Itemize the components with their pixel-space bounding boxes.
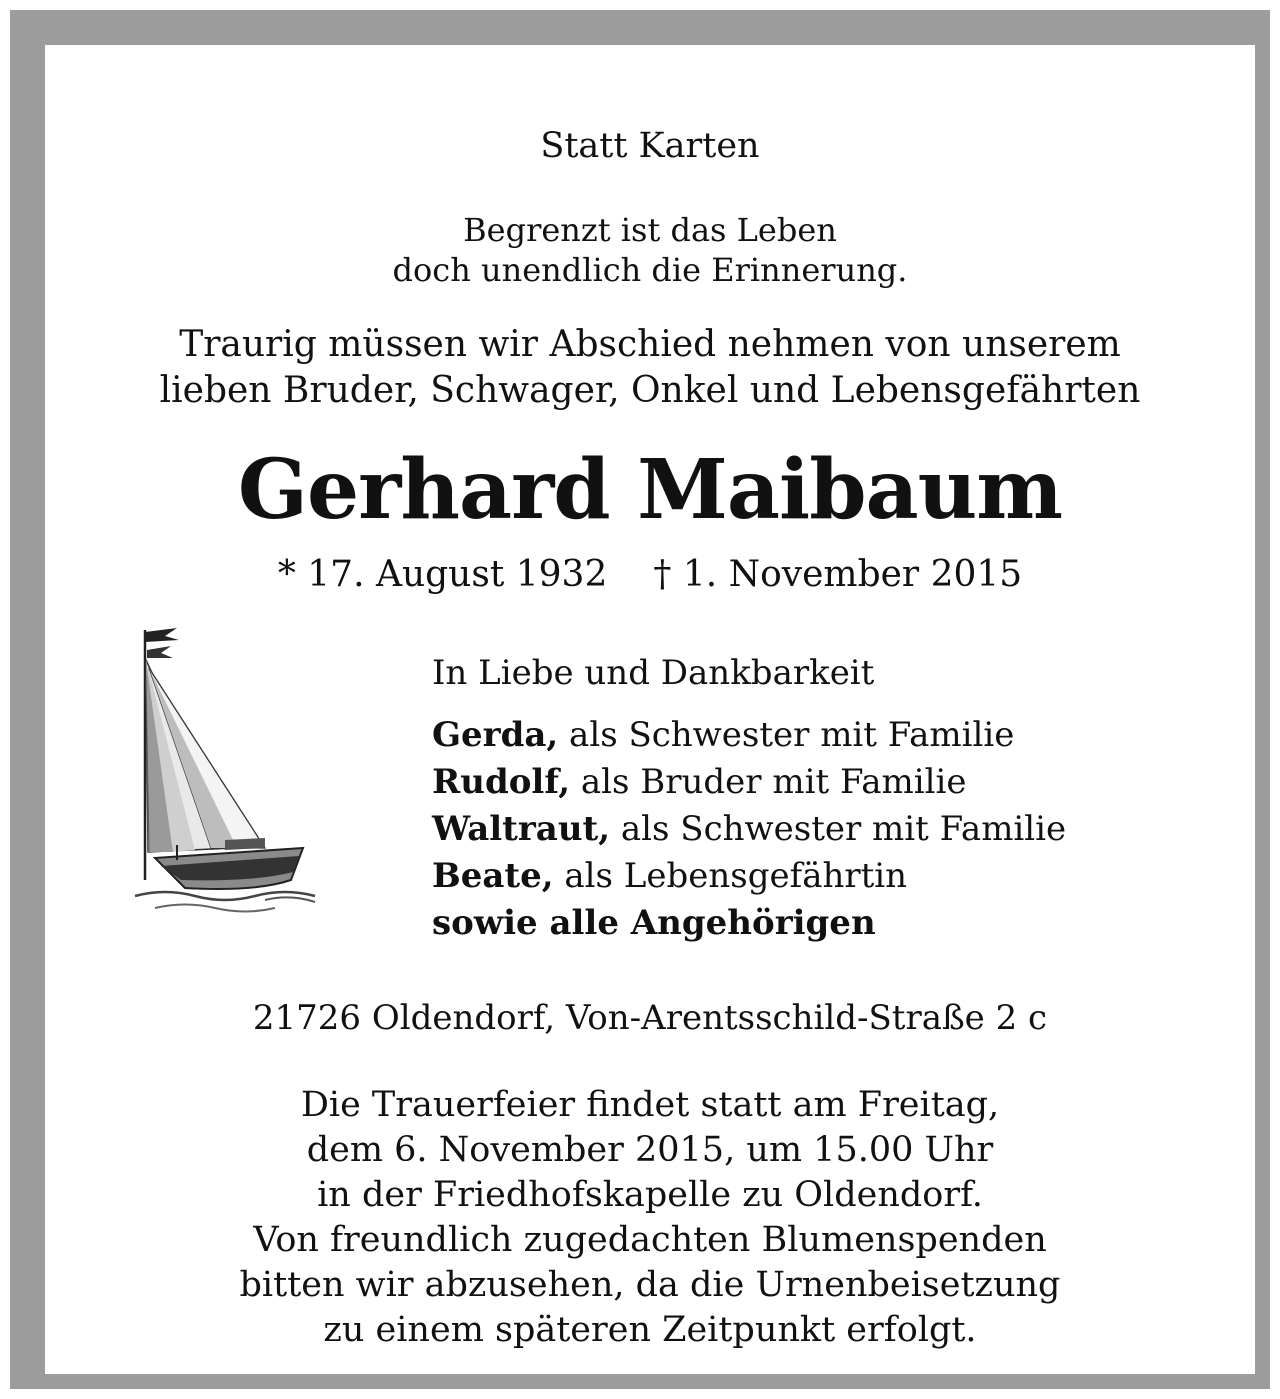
mourner-name: Rudolf, [432, 762, 571, 802]
mourner-entry [432, 806, 1066, 853]
service-line: in der Friedhofskapelle zu Oldendorf. [317, 1175, 983, 1215]
mourners-closing [432, 900, 1066, 947]
intro-text: Statt Karten [540, 126, 760, 166]
service-details [45, 1083, 1255, 1353]
mourner-entry [432, 712, 1066, 759]
mourner-relation: als Bruder mit Familie [580, 762, 967, 802]
service-line: bitten wir abzusehen, da die Urnenbeisetzung [239, 1265, 1061, 1305]
mourner-relation: als Schwester mit Familie [620, 809, 1067, 849]
service-line: Von freundlich zugedachten Blumenspenden [253, 1220, 1047, 1260]
address: 21726 Oldendorf, Von-Arentsschild-Straße 2 c [252, 998, 1048, 1038]
mourner-name: Beate, [432, 856, 554, 896]
closing-text: sowie alle Angehörigen [432, 903, 876, 943]
mourner-relation: als Lebensgefährtin [564, 856, 908, 896]
sailboat-icon [115, 590, 325, 930]
announcement-line: Traurig müssen wir Abschied nehmen von unserem [179, 324, 1121, 365]
service-line: zu einem späteren Zeitpunkt erfolgt. [323, 1310, 977, 1350]
notice-frame [10, 10, 1270, 1389]
birth-date: * 17. August 1932 [277, 554, 608, 595]
death-date: † 1. November 2015 [653, 554, 1023, 595]
obituary-card [45, 45, 1255, 1374]
mourner-name: Waltraut, [432, 809, 611, 849]
motto-line: doch unendlich die Erinnerung. [392, 251, 908, 289]
mourner-relation: als Schwester mit Familie [569, 715, 1015, 755]
announcement [45, 322, 1255, 414]
service-line: dem 6. November 2015, um 15.00 Uhr [306, 1130, 994, 1170]
service-line: Die Trauerfeier findet statt am Freitag, [300, 1085, 1000, 1125]
tribute-line: In Liebe und Dankbarkeit [432, 653, 875, 693]
announcement-line: lieben Bruder, Schwager, Onkel und Lebensgefährten [159, 370, 1141, 411]
mourner-name: Gerda, [432, 715, 559, 755]
mourners-block [432, 650, 1066, 947]
motto-line: Begrenzt ist das Leben [463, 211, 837, 249]
motto [45, 210, 1255, 290]
mourner-entry [432, 853, 1066, 900]
mourner-entry [432, 759, 1066, 806]
deceased-name: Gerhard Maibaum [237, 442, 1063, 538]
